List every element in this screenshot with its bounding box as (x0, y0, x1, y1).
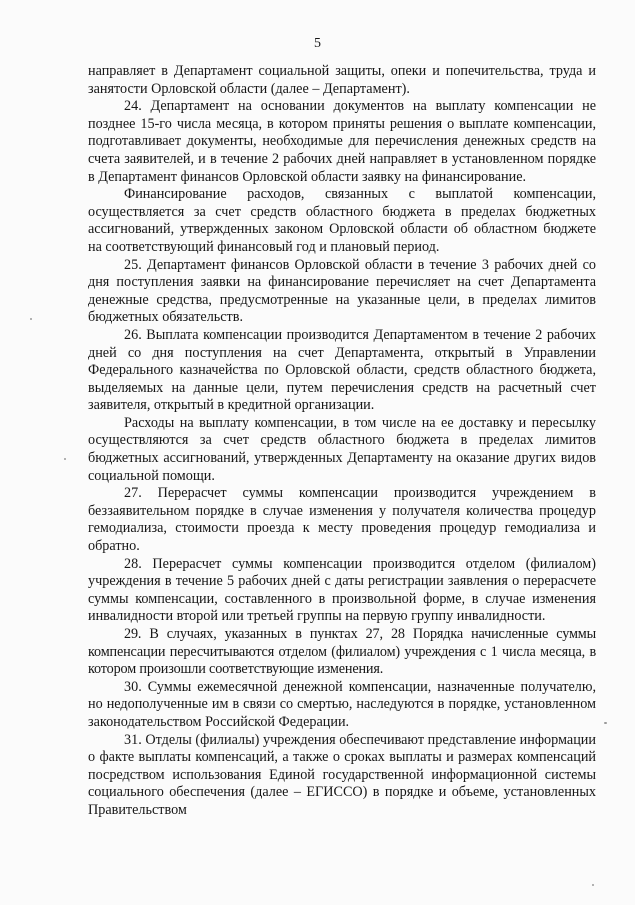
paragraph-24: 24. Департамент на основании документов на выплату компенсации не позднее 15-го числа месяца, в котором приняты решения о выплате компенсации, подготавливает документы, необходимые для перечисления денежных средств на счета заявителей, и в течение 2 рабочих дней направляет в установленном порядке в Департамент финансов Орловской области заявку на финансирование. (88, 98, 596, 185)
paragraph-27: 27. Перерасчет суммы компенсации производится учреждением в беззаявительном порядке в случае изменения у получателя количества процедур гемодиализа, стоимости проезда к месту проведения процедур гемодиализа и обратно. (88, 485, 596, 555)
paragraph-30: 30. Суммы ежемесячной денежной компенсации, назначенные получателю, но недополученные им в связи со смертью, наследуются в порядке, установленном законодательством Российской Федерации. (88, 678, 596, 730)
paragraph-financing: Финансирование расходов, связанных с выплатой компенсации, осуществляется за счет средств областного бюджета в пределах бюджетных ассигнований, утвержденных законом Орловской области об областном бюджете на соответствующий финансовый год и плановый период. (88, 186, 596, 255)
paragraph-31: 31. Отделы (филиалы) учреждения обеспечивают представление информации о факте выплаты компенсаций, а также о сроках выплаты и размерах компенсаций посредством использования Единой государственной информационной системы социального обеспечения (далее – ЕГИССО) в порядке и объеме, установленных Правительством (88, 731, 596, 818)
scan-speck (604, 722, 607, 724)
page-number: 5 (314, 36, 321, 51)
scan-speck (592, 884, 594, 886)
paragraph-29: 29. В случаях, указанных в пунктах 27, 28 Порядка начисленные суммы компенсации пересчитываются отделом (филиалом) учреждения с 1 числа месяца, в котором произошли соответствующие изменения. (88, 626, 596, 678)
paragraph-28: 28. Перерасчет суммы компенсации производится отделом (филиалом) учреждения в течение 5 рабочих дней с даты регистрации заявления о перерасчете суммы компенсации, составленного в произвольной форме, в случае изменения инвалидности второй или третьей группы на первую группу инвалидности. (88, 555, 596, 625)
scan-speck (64, 458, 66, 460)
paragraph-25: 25. Департамент финансов Орловской области в течение 3 рабочих дней со дня поступления заявки на финансирование перечисляет на счет Департамента денежные средства, предусмотренные на указанные цели, в пределах лимитов бюджетных обязательств. (88, 256, 596, 326)
paragraph-continuation: направляет в Департамент социальной защиты, опеки и попечительства, труда и занятости Орловской области (далее – Департамент). (88, 63, 596, 97)
paragraph-26: 26. Выплата компенсации производится Департаментом в течение 2 рабочих дней со дня поступления на счет Департамента, открытый в Управлении Федерального казначейства по Орловской области, средств областного бюджета, выделяемых на данные цели, путем перечисления средств на расчетный счет заявителя, открытый в кредитной организации. (88, 326, 596, 414)
scan-speck (30, 318, 32, 320)
paragraph-expenses: Расходы на выплату компенсации, в том числе на ее доставку и пересылку осуществляются за счет средств областного бюджета в пределах лимитов бюджетных ассигнований, утвержденных Департаменту на оказание других видов социальной помощи. (88, 414, 596, 484)
document-body (88, 63, 596, 820)
